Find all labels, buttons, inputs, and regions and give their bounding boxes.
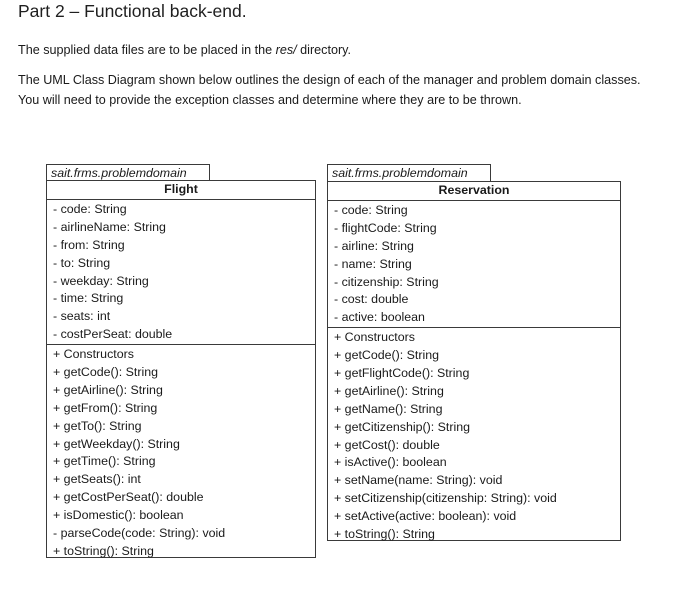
reservation-class-name: Reservation (328, 182, 620, 201)
flight-method: + Constructors (53, 347, 134, 362)
flight-method: + getCostPerSeat(): double (53, 490, 204, 505)
reservation-attribute: - citizenship: String (334, 274, 439, 289)
reservation-attributes (328, 201, 620, 328)
reservation-methods (328, 328, 620, 544)
flight-methods (47, 345, 315, 561)
reservation-method: + getCode(): String (334, 348, 440, 363)
paragraph-data-files (18, 40, 658, 60)
flight-method: + isDomestic(): boolean (53, 508, 184, 523)
flight-method: + getCode(): String (53, 365, 159, 380)
reservation-attribute: - cost: double (334, 292, 409, 307)
flight-attribute: - seats: int (53, 309, 111, 324)
flight-attribute: - from: String (53, 237, 125, 252)
flight-package-label: sait.frms.problemdomain (46, 164, 210, 181)
flight-method: + getSeats(): int (53, 472, 141, 487)
flight-attribute: - to: String (53, 255, 111, 270)
reservation-attribute: - active: boolean (334, 310, 425, 325)
reservation-method: + getCitizenship(): String (334, 419, 471, 434)
reservation-attribute: - code: String (334, 203, 408, 217)
reservation-method: + setCitizenship(citizenship: String): void (334, 491, 557, 506)
flight-attribute: - weekday: String (53, 273, 149, 288)
flight-method: + getTo(): String (53, 418, 142, 433)
reservation-method: + setName(name: String): void (334, 473, 503, 488)
section-heading: Part 2 – Functional back-end. (18, 1, 247, 21)
reservation-method: + getCost(): double (334, 437, 440, 452)
flight-attributes (47, 200, 315, 345)
reservation-attribute: - airline: String (334, 238, 414, 253)
reservation-attribute: - flightCode: String (334, 220, 437, 235)
reservation-method: + toString(): String (334, 527, 435, 542)
flight-method: + getTime(): String (53, 454, 156, 469)
para1-text-after: directory. (296, 43, 352, 57)
reservation-attribute: - name: String (334, 256, 412, 271)
flight-method: + getFrom(): String (53, 400, 158, 415)
reservation-class-box (327, 181, 621, 541)
flight-class-box (46, 180, 316, 558)
flight-class-name: Flight (47, 181, 315, 200)
flight-attribute: - airlineName: String (53, 219, 166, 234)
reservation-method: + getAirline(): String (334, 383, 444, 398)
reservation-method: + getFlightCode(): String (334, 366, 470, 381)
reservation-method: + isActive(): boolean (334, 455, 447, 470)
paragraph-uml-description: The UML Class Diagram shown below outlines the design of each of the manager and problem domain classes. You will need to provide the exception classes and determine where they are to be thrown. (18, 73, 641, 107)
flight-method: + toString(): String (53, 543, 154, 558)
reservation-method: + Constructors (334, 330, 415, 345)
res-directory-text: res/ (275, 43, 297, 57)
reservation-method: + setActive(active: boolean): void (334, 509, 517, 524)
reservation-method: + getName(): String (334, 401, 443, 416)
flight-attribute: - code: String (53, 202, 127, 216)
flight-method: - parseCode(code: String): void (53, 526, 226, 541)
flight-method: + getWeekday(): String (53, 436, 180, 451)
para1-text-before: The supplied data files are to be placed in the (18, 43, 276, 57)
reservation-package-label: sait.frms.problemdomain (327, 164, 491, 181)
flight-attribute: - costPerSeat: double (53, 327, 173, 342)
flight-method: + getAirline(): String (53, 382, 163, 397)
flight-attribute: - time: String (53, 291, 124, 306)
